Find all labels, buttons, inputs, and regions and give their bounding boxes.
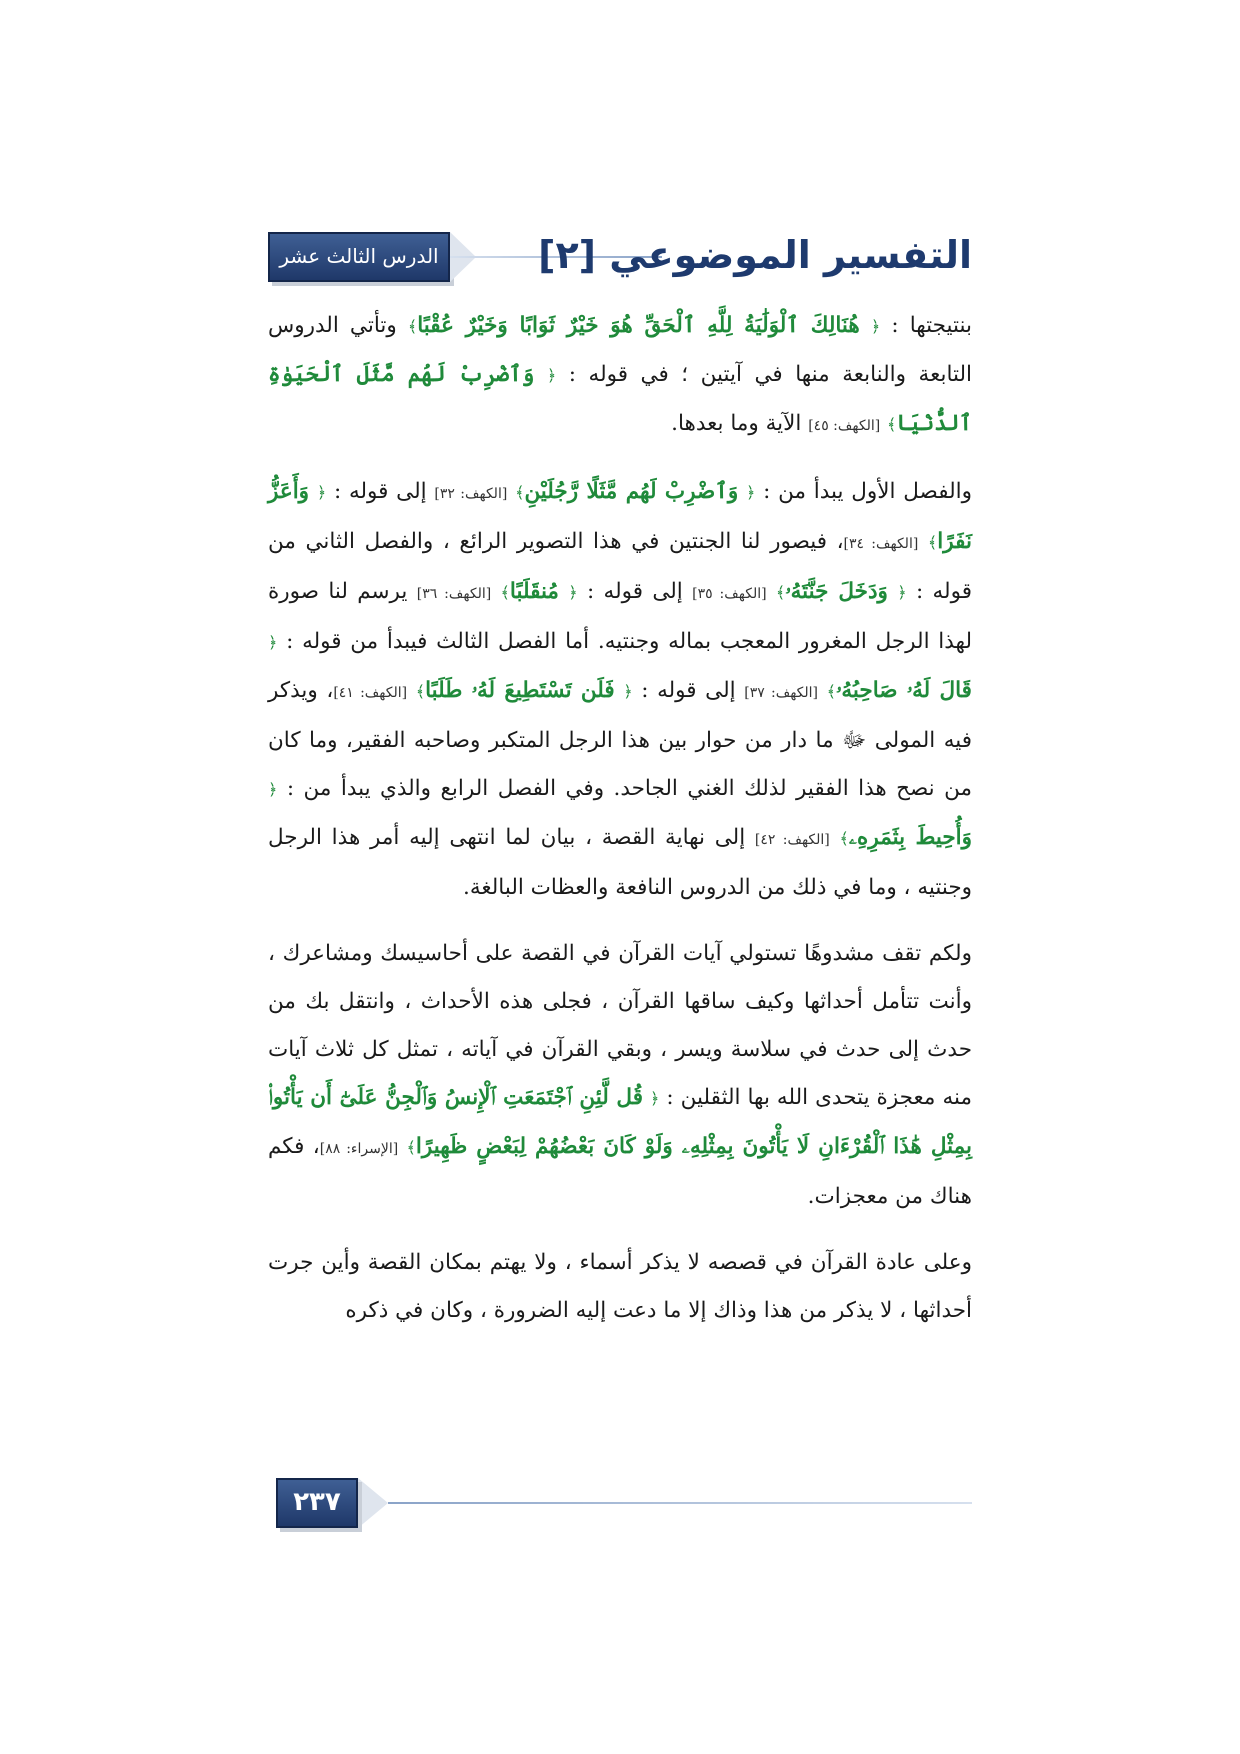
paragraph — [268, 468, 972, 912]
quran-verse: فَلَن تَسْتَطِيعَ لَهُۥ طَلَبًا — [425, 678, 615, 703]
paragraph — [268, 930, 972, 1221]
paragraph-text: الآية وما بعدها. — [671, 411, 809, 436]
verse-open-bracket: ﴿ — [870, 317, 881, 336]
page-footer — [268, 1478, 972, 1534]
verse-close-bracket: ﴾ — [500, 583, 510, 602]
verse-open-bracket: ﴿ — [268, 780, 278, 799]
paragraph — [268, 302, 972, 450]
book-title: التفسير الموضوعي [٢] — [538, 233, 972, 277]
verse-close-bracket: ﴾ — [826, 682, 837, 701]
quran-verse: وَأَعَزُّ نَفَرًا — [268, 479, 972, 554]
paragraph-text: ، فكم هناك من معجزات. — [268, 1134, 972, 1209]
verse-reference: [الكهف: ٣٢] — [434, 486, 508, 502]
quran-verse: قَالَ لَهُۥ صَاحِبُهُۥ — [836, 678, 972, 703]
lesson-badge: الدرس الثالث عشر — [268, 232, 450, 282]
quran-verse: وَدَخَلَ جَنَّتَهُۥ — [785, 579, 888, 604]
paragraph-text: إلى نهاية القصة ، بيان لما انتهى إليه أمر هذا الرجل وجنتيه ، وما في ذلك من الدروس النافعة والعظات البالغة. — [268, 825, 972, 900]
verse-reference: [الكهف: ٤١] — [333, 685, 408, 701]
verse-open-bracket: ﴿ — [623, 682, 633, 701]
paragraph-text: والفصل الأول يبدأ من : — [755, 479, 972, 504]
verse-reference: [الإسراء: ٨٨] — [319, 1141, 399, 1157]
footer-decoration — [358, 1478, 388, 1528]
verse-open-bracket: ﴿ — [316, 483, 327, 502]
verse-open-bracket: ﴿ — [746, 483, 756, 502]
verse-reference: [الكهف: ٤٢] — [754, 832, 830, 848]
footer-rule — [388, 1502, 972, 1504]
verse-open-bracket: ﴿ — [897, 583, 907, 602]
paragraph — [268, 1239, 972, 1335]
quran-verse: مُنقَلَبًا — [509, 579, 559, 604]
page-body — [268, 302, 972, 1353]
verse-close-bracket: ﴾ — [515, 483, 525, 502]
paragraph-text: بنتيجتها : — [880, 313, 972, 338]
verse-close-bracket: ﴾ — [415, 682, 426, 701]
verse-open-bracket: ﴿ — [268, 633, 278, 652]
quran-verse: وَٱضْرِبْ لَهُم مَّثَلَ ٱلْحَيَوٰةِ ٱلدُّنْيَا — [268, 362, 972, 436]
verse-reference: [الكهف: ٣٦] — [416, 586, 492, 602]
verse-reference: [الكهف: ٣٥] — [692, 586, 767, 602]
paragraph-text: ولكم تقف مشدوهًا تستولي آيات القرآن في القصة على أحاسيسك ومشاعرك ، وأنت تتأمل أحداثها وكيف ساقها القرآن ، فجلى هذه الأحداث ، وانتقل بك من حدث إلى حدث في سلاسة ويسر ، وبقي القرآن في آياته ، تمثل كل ثلاث آيات منه معجزة يتحدى الله بها الثقلين : — [268, 941, 972, 1110]
quran-verse: هُنَالِكَ ٱلْوَلَٰيَةُ لِلَّهِ ٱلْحَقِّ هُوَ خَيْرٌ ثَوَابًا وَخَيْرٌ عُقْبًا — [417, 313, 860, 338]
paragraph-text: ، فيصور لنا الجنتين في هذا التصوير الرائع ، والفصل الثاني من قوله : — [268, 529, 972, 604]
verse-close-bracket: ﴾ — [406, 1138, 416, 1157]
verse-close-bracket: ﴾ — [887, 415, 897, 434]
verse-close-bracket: ﴾ — [775, 583, 786, 602]
verse-reference: [الكهف: ٣٧] — [744, 685, 819, 701]
paragraph-text: ، ويذكر فيه المولى ﷻ ما دار من حوار بين هذا الرجل المتكبر وصاحبه الفقير، وما كان من نصح هذا الفقير لذلك الغني الجاحد. وفي الفصل الرابع والذي يبدأ من : — [268, 678, 972, 801]
quran-verse: وَٱضْرِبْ لَهُم مَّثَلًا رَّجُلَيْنِ — [524, 479, 739, 504]
paragraph-text: وتأتي الدروس التابعة والنابعة منها في آيتين ؛ في قوله : — [268, 313, 973, 387]
verse-reference: [الكهف: ٤٥] — [808, 418, 881, 434]
page-header — [268, 226, 972, 294]
page-number: ٢٣٧ — [276, 1478, 358, 1528]
quran-verse: وَأُحِيطَ بِثَمَرِهِۦ — [848, 825, 973, 850]
quran-verse: قُل لَّئِنِ ٱجْتَمَعَتِ ٱلْإِنسُ وَٱلْجِنُّ عَلَىٰٓ أَن يَأْتُوا۟ بِمِثْلِ هَٰذَا ٱلْقُرْءَانِ لَا يَأْتُونَ بِمِثْلِهِۦ وَلَوْ كَانَ بَعْضُهُمْ لِبَعْضٍ ظَهِيرًا — [268, 1085, 972, 1159]
verse-close-bracket: ﴾ — [839, 829, 849, 848]
paragraph-text: يرسم لنا صورة لهذا الرجل المغرور المعجب بماله وجنتيه. أما الفصل الثالث فيبدأ من قوله : — [268, 579, 972, 654]
paragraph-text: وعلى عادة القرآن في قصصه لا يذكر أسماء ، ولا يهتم بمكان القصة وأين جرت أحداثها ، لا يذكر من هذا وذاك إلا ما دعت إليه الضرورة ، وكان في ذكره — [268, 1250, 972, 1323]
verse-close-bracket: ﴾ — [927, 533, 938, 552]
verse-open-bracket: ﴿ — [546, 366, 557, 385]
verse-close-bracket: ﴾ — [407, 317, 418, 336]
paragraph-text: إلى قوله : — [577, 579, 693, 604]
verse-reference: [الكهف: ٣٤] — [843, 536, 919, 552]
verse-open-bracket: ﴿ — [568, 583, 578, 602]
paragraph-text: إلى قوله : — [632, 678, 745, 703]
verse-open-bracket: ﴿ — [650, 1089, 660, 1108]
paragraph-text: إلى قوله : — [326, 479, 435, 504]
